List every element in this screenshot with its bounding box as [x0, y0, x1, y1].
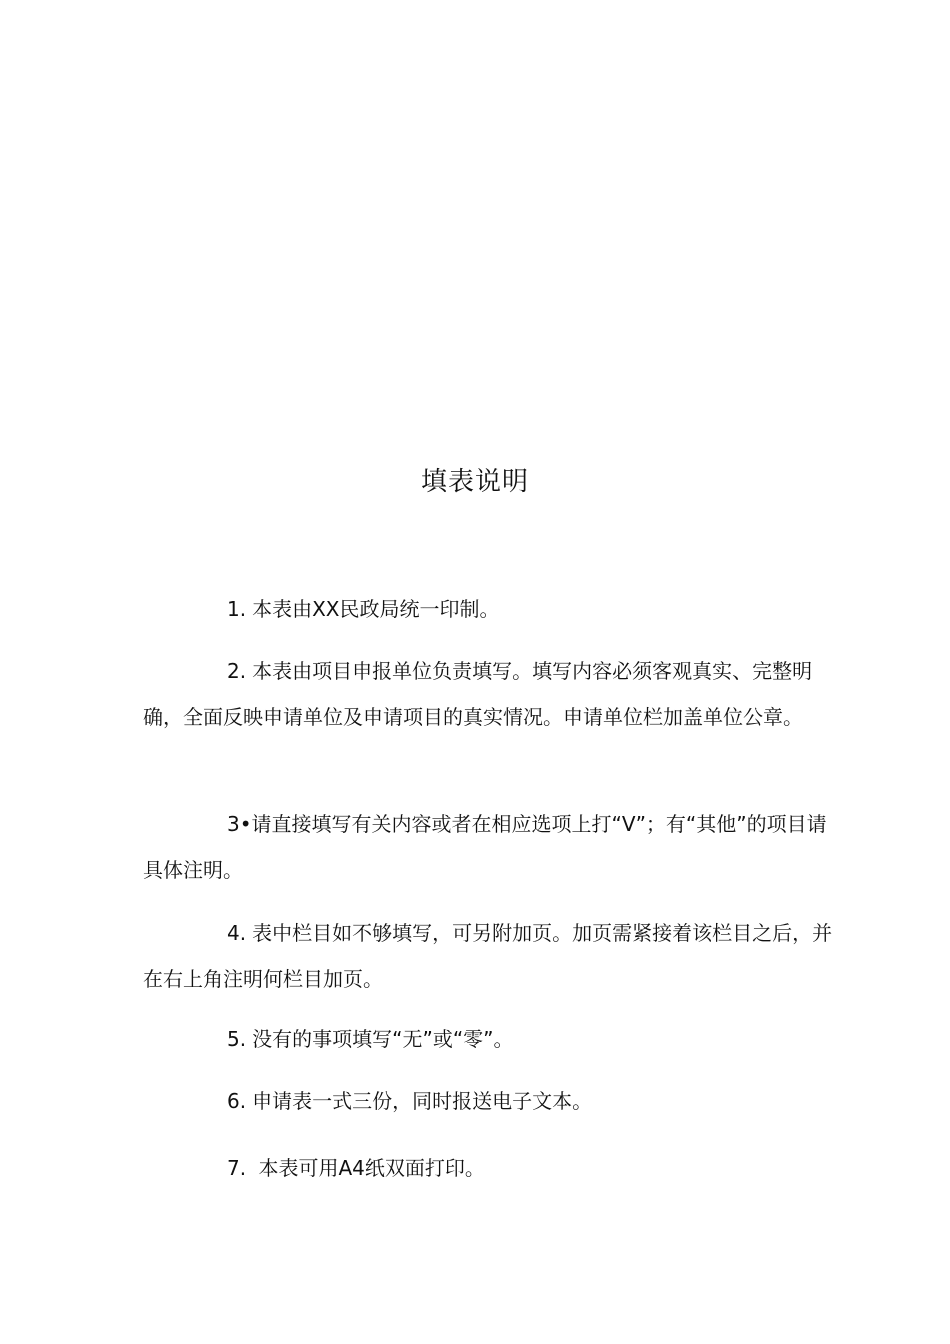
instruction-text: 申请表一式三份，同时报送电子文本。 — [252, 1089, 593, 1113]
instruction-number: 2. — [227, 659, 247, 683]
instruction-text: 本表由XX民政局统一印制。 — [252, 597, 500, 621]
instruction-number: 1. — [227, 597, 247, 621]
instruction-text: 表中栏目如不够填写，可另附加页。加页需紧接着该栏目之后，并在右上角注明何栏目加页。 — [143, 921, 833, 991]
instruction-number: 3• — [227, 812, 252, 836]
page-title: 填表说明 — [420, 467, 529, 497]
instruction-number: 4. — [227, 921, 247, 945]
instruction-item-6 — [143, 1078, 843, 1124]
instruction-number: 5. — [227, 1027, 247, 1051]
instruction-text: 本表由项目申报单位负责填写。填写内容必须客观真实、完整明确，全面反映申请单位及申请项目的真实情况。申请单位栏加盖单位公章。 — [143, 659, 813, 729]
instruction-item-7 — [143, 1145, 843, 1191]
instruction-text: 没有的事项填写“无”或“零”。 — [252, 1027, 514, 1051]
instruction-text: 请直接填写有关内容或者在相应选项上打“V”；有“其他”的项目请具体注明。 — [143, 812, 827, 882]
instruction-item-2 — [143, 648, 843, 740]
instruction-number: 6. — [227, 1089, 247, 1113]
instruction-item-4 — [143, 910, 843, 1002]
instruction-item-3 — [143, 801, 843, 893]
instruction-item-5 — [143, 1016, 843, 1062]
instruction-number: 7. — [227, 1156, 247, 1180]
instruction-item-1 — [143, 586, 843, 632]
instruction-text: 本表可用A4纸双面打印。 — [252, 1156, 485, 1180]
